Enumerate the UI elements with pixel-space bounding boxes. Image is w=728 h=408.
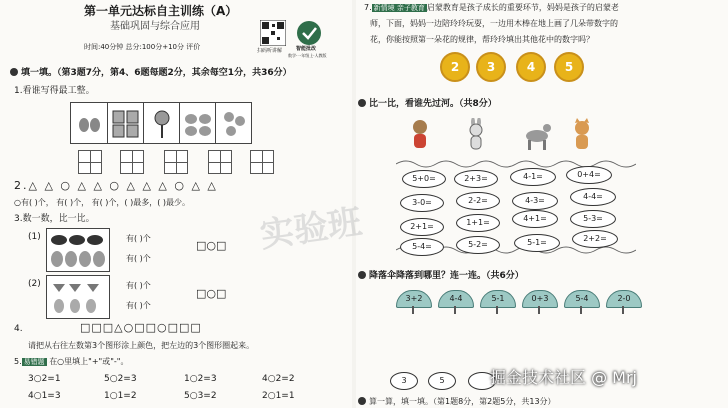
stone[interactable]: 2+3= [454, 170, 498, 188]
section-cross-river: 比一比，看谁先过河。（共8分） [358, 96, 497, 109]
stone[interactable]: 0+4= [566, 166, 612, 184]
section-fill-in: 填一填。（第3题7分，第4、6题每题2分，其余每空1分，共36分） [10, 68, 292, 79]
q3-2b[interactable]: 有( )个 [126, 301, 151, 310]
stone[interactable]: 5-3= [570, 210, 616, 228]
q5-item[interactable]: 4○1=3 [28, 391, 61, 401]
q5-item[interactable]: 5○3=2 [184, 391, 217, 401]
q3-1-compare-boxes[interactable]: □○□ [196, 239, 227, 252]
stone[interactable]: 5-2= [456, 236, 500, 254]
section-bullet-icon [358, 397, 366, 405]
section-bullet-icon [358, 271, 366, 279]
parachute[interactable]: 3+2 [396, 290, 430, 312]
parachute[interactable]: 5-4 [564, 290, 598, 312]
stone[interactable]: 4-4= [570, 188, 616, 206]
landing-answer[interactable]: 5 [428, 372, 456, 390]
credit-watermark: 掘金技术社区 @ Mrj [490, 368, 638, 387]
q7-line2: 师，下面，妈妈一边陪玲玲玩耍，一边用木棒在地上画了几朵带数字的 [370, 19, 618, 28]
logo-sub: 数学·一年级上·人教版 [288, 53, 327, 58]
stone[interactable]: 2-2= [456, 192, 500, 210]
left-page [0, 0, 352, 408]
stone[interactable]: 2+1= [400, 218, 444, 236]
watermark: 实验班 [257, 202, 365, 256]
q3-1-label: (1) [28, 232, 41, 242]
q3-2-label: (2) [28, 279, 41, 289]
q5-item[interactable]: 2○1=1 [262, 391, 295, 401]
q3-prompt: 3.数一数，比一比。 [14, 214, 95, 224]
section-parachute: 降落伞降落到哪里？连一连。（共6分） [358, 268, 524, 281]
parachute[interactable]: 4-4 [438, 290, 472, 312]
stone[interactable]: 1+1= [456, 214, 500, 232]
section-bullet-icon [358, 99, 366, 107]
q7-badge: 新情境 亲子教育 [373, 4, 425, 12]
writing-grid[interactable] [164, 150, 188, 174]
q2-answer-line[interactable]: ○有( )个， 有( )个， 有( )个，( )最多，( )最少。 [14, 198, 190, 207]
carrot-leaf-icon [47, 276, 109, 318]
flower-number[interactable]: 5 [554, 52, 584, 82]
q7-line1: 7. 新情境 亲子教育 启蒙教育是孩子成长的重要环节，妈妈是孩子的启蒙老 [364, 3, 619, 12]
q7-line3: 花，你能按照第一朵花的规律，帮玲玲填出其他花中的数字吗？ [370, 35, 594, 44]
items-icon [221, 109, 247, 139]
q5-item[interactable]: 3○2=1 [28, 374, 61, 384]
horse-icon [522, 118, 552, 152]
parachute[interactable]: 5-1 [480, 290, 514, 312]
q5-item[interactable]: 1○1=2 [104, 391, 137, 401]
section-bullet-icon [10, 68, 18, 76]
stone[interactable]: 5-1= [514, 234, 560, 252]
qr-caption: 扫码听讲解 [257, 48, 283, 54]
writing-grid[interactable] [250, 150, 274, 174]
q3-2-picture [46, 275, 110, 319]
eggplant-pear-icon [47, 229, 109, 271]
q3-1b[interactable]: 有( )个 [126, 254, 151, 263]
flower-number[interactable]: 4 [516, 52, 546, 82]
section-calc: 算一算，填一填。（第1题8分，第2题5分，共13分） [358, 396, 556, 407]
birds-icon [183, 111, 213, 137]
page-title: 第一单元达标自主训练（A） [84, 4, 238, 18]
stone[interactable]: 3-0= [400, 194, 444, 212]
stone[interactable]: 5-4= [400, 238, 444, 256]
parachute[interactable]: 2-0 [606, 290, 640, 312]
qr-code-icon [260, 20, 286, 46]
right-page [356, 0, 728, 408]
writing-grid[interactable] [208, 150, 232, 174]
monkey-icon [408, 118, 432, 152]
q3-1a[interactable]: 有( )个 [126, 234, 151, 243]
page-subtitle: 基础巩固与综合应用 [110, 21, 200, 32]
flower-number: 2 [440, 52, 470, 82]
q5-item[interactable]: 4○2=2 [262, 374, 295, 384]
stone[interactable]: 4-3= [512, 192, 558, 210]
q1-prompt: 1.看谁写得最工整。 [14, 86, 95, 96]
q3-1-picture [46, 228, 110, 272]
cups-icon [111, 109, 141, 139]
q5-prompt: 5. 易错题 在○里填上"+"或"-"。 [14, 357, 129, 366]
stone[interactable]: 5+0= [402, 170, 446, 188]
logo-text: 智能批改 [296, 46, 317, 52]
q4-instruction: 请把从右往左数第3个图形涂上颜色，把左边的3个图形圈起来。 [28, 341, 255, 350]
q5-badge: 易错题 [23, 358, 45, 366]
flower-icon [151, 109, 173, 139]
parachute[interactable]: 0+3 [522, 290, 556, 312]
meta-line: 时间:40分钟 总分:100分+10分 评价 [84, 43, 201, 51]
q5-item[interactable]: 1○2=3 [184, 374, 217, 384]
leaf-icon [77, 115, 103, 133]
q2-shapes: 2.△ △ ○ △ △ ○ △ △ △ ○ △ △ [14, 179, 218, 192]
landing-answer[interactable]: 3 [390, 372, 418, 390]
q1-picture-strip [70, 102, 252, 144]
writing-grid[interactable] [120, 150, 144, 174]
stone[interactable]: 2+2= [572, 230, 618, 248]
writing-grid[interactable] [78, 150, 102, 174]
logo-icon [296, 20, 322, 46]
q4-number: 4. [14, 324, 23, 334]
q5-item[interactable]: 5○2=3 [104, 374, 137, 384]
stone[interactable]: 4+1= [512, 210, 558, 228]
rabbit-icon [464, 118, 488, 152]
flower-number[interactable]: 3 [476, 52, 506, 82]
q3-2a[interactable]: 有( )个 [126, 281, 151, 290]
q3-2-compare-boxes[interactable]: □○□ [196, 287, 227, 300]
q4-shape-row[interactable]: □□□△○□□○□□□ [80, 321, 202, 334]
stone[interactable]: 4-1= [510, 168, 556, 186]
cat-icon [570, 118, 594, 152]
